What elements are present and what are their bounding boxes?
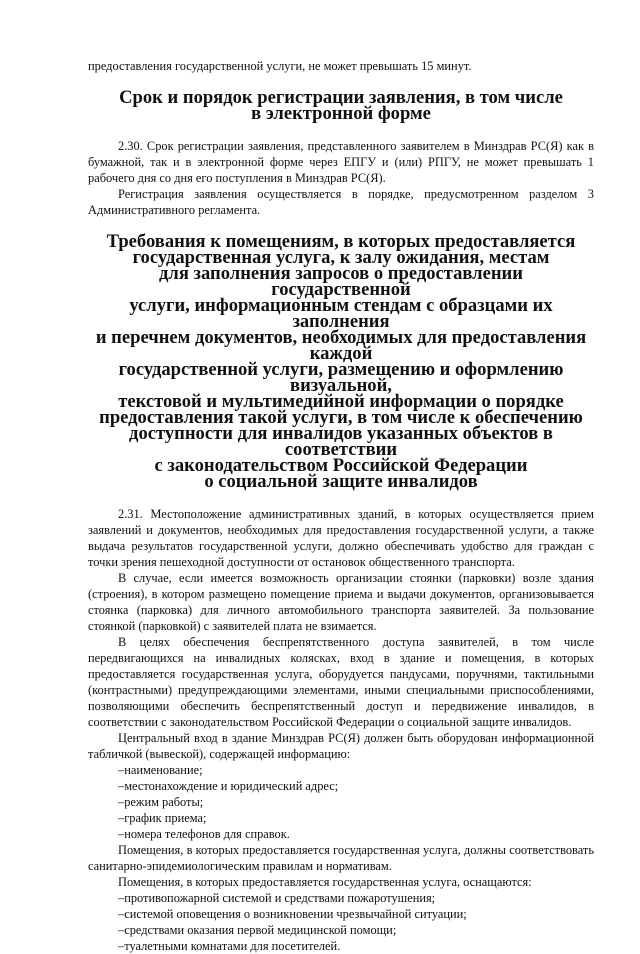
section2-title-line: государственная услуга, к залу ожидания, местам — [132, 247, 550, 268]
paragraph-registration: Регистрация заявления осуществляется в порядке, предусмотренном разделом 3 Административного регламента. — [88, 187, 594, 217]
section2-title-line: государственной услуги, размещению и оформлению визуальной, — [118, 359, 564, 396]
list-item: –график приема; — [118, 811, 207, 825]
list-item: –режим работы; — [118, 795, 204, 809]
section2-title-line: для заполнения запросов о предоставлении государственной — [159, 263, 523, 300]
section2-title-line: Требования к помещениям, в которых предоставляется — [106, 231, 576, 252]
section2-title-line: услуги, информационным стендам с образцами их заполнения — [129, 295, 553, 332]
paragraph-accessibility: В целях обеспечения беспрепятственного доступа заявителей, в том числе передвигающихся на инвалидных колясках, вход в здание и помещения, в которых предоставляется государственная услуга, оборудуется пандусами, поручнями, тактильными (контрастными) предупреждающими элементами, иными специальными приспособлениями, позволяющими обеспечить беспрепятственный доступ и передвижение инвалидов, в соответствии с законодательством Российской Федерации о социальной защите инвалидов. — [88, 635, 594, 729]
top-line: предоставления государственной услуги, не может превышать 15 минут. — [88, 59, 472, 73]
document-page — [88, 58, 594, 954]
list-item: –туалетными комнатами для посетителей. — [118, 939, 341, 953]
section1-title-line: Срок и порядок регистрации заявления, в том числе — [119, 87, 563, 108]
section1-title — [88, 87, 594, 124]
list-item: –номера телефонов для справок. — [118, 827, 290, 841]
section2-title-line: с законодательством Российской Федерации — [154, 455, 528, 476]
section2-title-line: о социальной защите инвалидов — [204, 471, 478, 492]
paragraph-parking: В случае, если имеется возможность организации стоянки (парковки) возле здания (строения), в котором размещено помещение приема и выдачи документов, организовывается стоянка (парковка) для личного автомобильного транспорта заявителей. За пользование стоянкой (парковкой) с заявителей плата не взимается. — [88, 571, 594, 633]
paragraph-entrance-sign: Центральный вход в здание Минздрав РС(Я) должен быть оборудован информационной табличкой (вывеской), содержащей информацию: — [88, 731, 594, 761]
list-item: –местонахождение и юридический адрес; — [118, 779, 339, 793]
section2-title-line: доступности для инвалидов указанных объектов в соответствии — [129, 423, 553, 460]
section2-title-line: и перечнем документов, необходимых для предоставления каждой — [95, 327, 587, 364]
section2-title-line: предоставления такой услуги, в том числе к обеспечению — [99, 407, 583, 428]
list-item: –системой оповещения о возникновении чрезвычайной ситуации; — [118, 907, 467, 921]
paragraph-2-31: 2.31. Местоположение административных зданий, в которых осуществляется прием заявлений и документов, необходимых для предоставления государственной услуги, а также выдача результатов государственной услуги, должно обеспечивать удобство для граждан с точки зрения пешеходной доступности от остановок общественного транспорта. — [88, 507, 594, 569]
paragraph-2-30: 2.30. Срок регистрации заявления, представленного заявителем в Минздрав РС(Я) как в бумажной, так и в электронной форме через ЕПГУ и (или) РПГУ, не может превышать 1 рабочего дня со дня его поступления в Минздрав РС(Я). — [88, 139, 594, 185]
list-item: –наименование; — [118, 763, 203, 777]
section1-title-line: в электронной форме — [251, 103, 431, 124]
section2-title-line: текстовой и мультимедийной информации о порядке — [118, 391, 564, 412]
paragraph-equipment: Помещения, в которых предоставляется государственная услуга, оснащаются: — [118, 875, 532, 889]
list-item: –средствами оказания первой медицинской помощи; — [118, 923, 397, 937]
list-item: –противопожарной системой и средствами пожаротушения; — [118, 891, 436, 905]
paragraph-sanitary: Помещения, в которых предоставляется государственная услуга, должны соответствовать санитарно-эпидемиологическим правилам и нормативам. — [88, 843, 594, 873]
section2-title — [88, 231, 594, 492]
